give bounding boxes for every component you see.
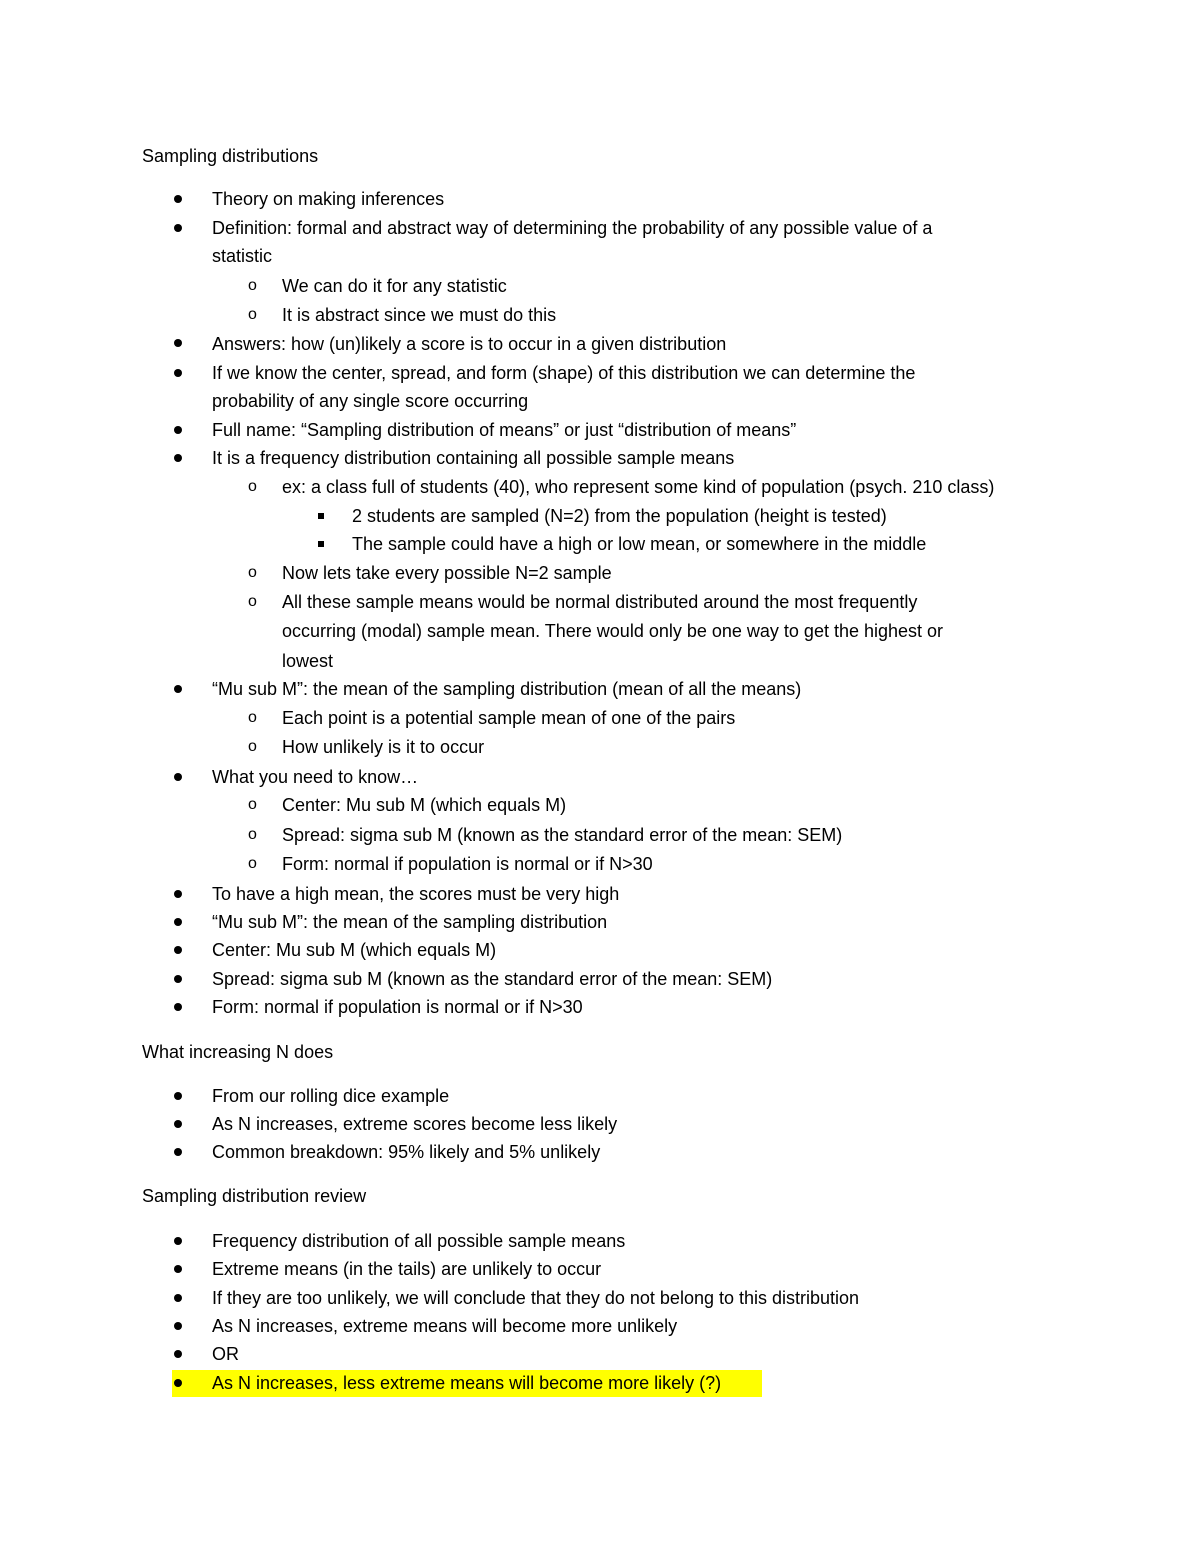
list-item-continuation: occurring (modal) sample mean. There would only be one way to get the highest or	[282, 621, 944, 641]
disc-bullet-icon	[174, 1265, 182, 1273]
list-item: Answers: how (un)likely a score is to occur in a given distribution	[212, 334, 727, 354]
list-item: As N increases, extreme means will become more unlikely	[212, 1316, 678, 1336]
disc-bullet-icon	[174, 975, 182, 983]
list-item-highlighted: As N increases, less extreme means will become more likely (?)	[212, 1373, 722, 1393]
list-item: What you need to know…	[212, 767, 419, 787]
disc-bullet-icon	[174, 1120, 182, 1128]
list-item: If they are too unlikely, we will conclude that they do not belong to this distribution	[212, 1288, 860, 1308]
list-item: It is abstract since we must do this	[282, 305, 557, 325]
section-heading-sampling-distribution-review: Sampling distribution review	[142, 1186, 367, 1206]
list-item: Form: normal if population is normal or if N>30	[212, 997, 583, 1017]
list-item: Each point is a potential sample mean of one of the pairs	[282, 708, 736, 728]
circle-bullet-icon: o	[248, 564, 257, 581]
list-item: Spread: sigma sub M (known as the standard error of the mean: SEM)	[282, 825, 843, 845]
section-heading-what-increasing-n-does: What increasing N does	[142, 1042, 334, 1062]
list-item: “Mu sub M”: the mean of the sampling distribution (mean of all the means)	[212, 679, 802, 699]
square-bullet-icon	[318, 513, 324, 519]
list-item: As N increases, extreme scores become less likely	[212, 1114, 618, 1134]
list-item-continuation: probability of any single score occurring	[212, 391, 529, 411]
circle-bullet-icon: o	[248, 709, 257, 726]
circle-bullet-icon: o	[248, 593, 257, 610]
list-item: From our rolling dice example	[212, 1086, 450, 1106]
list-item: If we know the center, spread, and form (shape) of this distribution we can determine the	[212, 363, 916, 383]
disc-bullet-icon	[174, 1294, 182, 1302]
list-item: Common breakdown: 95% likely and 5% unlikely	[212, 1142, 601, 1162]
disc-bullet-icon	[174, 454, 182, 462]
circle-bullet-icon: o	[248, 478, 257, 495]
disc-bullet-icon	[174, 685, 182, 693]
disc-bullet-icon	[174, 1350, 182, 1358]
circle-bullet-icon: o	[248, 826, 257, 843]
disc-bullet-icon	[174, 890, 182, 898]
list-item: Center: Mu sub M (which equals M)	[282, 795, 567, 815]
disc-bullet-icon	[174, 224, 182, 232]
disc-bullet-icon	[174, 1003, 182, 1011]
circle-bullet-icon: o	[248, 855, 257, 872]
list-item: Definition: formal and abstract way of determining the probability of any possible value of a	[212, 218, 933, 238]
list-item: The sample could have a high or low mean, or somewhere in the middle	[352, 534, 927, 554]
list-item: “Mu sub M”: the mean of the sampling distribution	[212, 912, 608, 932]
list-item: All these sample means would be normal distributed around the most frequently	[282, 592, 918, 612]
section-heading-sampling-distributions: Sampling distributions	[142, 146, 319, 166]
list-item: Frequency distribution of all possible sample means	[212, 1231, 626, 1251]
disc-bullet-icon	[174, 195, 182, 203]
disc-bullet-icon	[174, 426, 182, 434]
list-item: Full name: “Sampling distribution of means” or just “distribution of means”	[212, 420, 797, 440]
list-item: To have a high mean, the scores must be very high	[212, 884, 620, 904]
circle-bullet-icon: o	[248, 306, 257, 323]
circle-bullet-icon: o	[248, 796, 257, 813]
disc-bullet-icon	[174, 339, 182, 347]
list-item: Center: Mu sub M (which equals M)	[212, 940, 497, 960]
list-item: ex: a class full of students (40), who represent some kind of population (psych. 210 class)	[282, 477, 995, 497]
list-item: Form: normal if population is normal or if N>30	[282, 854, 653, 874]
list-item: Extreme means (in the tails) are unlikely to occur	[212, 1259, 602, 1279]
circle-bullet-icon: o	[248, 738, 257, 755]
list-item-continuation: statistic	[212, 246, 273, 266]
list-item: Spread: sigma sub M (known as the standard error of the mean: SEM)	[212, 969, 773, 989]
circle-bullet-icon: o	[248, 277, 257, 294]
disc-bullet-icon	[174, 1148, 182, 1156]
disc-bullet-icon	[174, 773, 182, 781]
disc-bullet-icon	[174, 1379, 182, 1387]
disc-bullet-icon	[174, 946, 182, 954]
disc-bullet-icon	[174, 918, 182, 926]
disc-bullet-icon	[174, 1237, 182, 1245]
list-item: 2 students are sampled (N=2) from the population (height is tested)	[352, 506, 887, 526]
list-item: How unlikely is it to occur	[282, 737, 485, 757]
disc-bullet-icon	[174, 1322, 182, 1330]
list-item: It is a frequency distribution containing all possible sample means	[212, 448, 735, 468]
list-item: OR	[212, 1344, 239, 1364]
disc-bullet-icon	[174, 369, 182, 377]
list-item-continuation: lowest	[282, 651, 334, 671]
square-bullet-icon	[318, 541, 324, 547]
list-item: Theory on making inferences	[212, 189, 445, 209]
list-item: We can do it for any statistic	[282, 276, 507, 296]
disc-bullet-icon	[174, 1092, 182, 1100]
list-item: Now lets take every possible N=2 sample	[282, 563, 612, 583]
